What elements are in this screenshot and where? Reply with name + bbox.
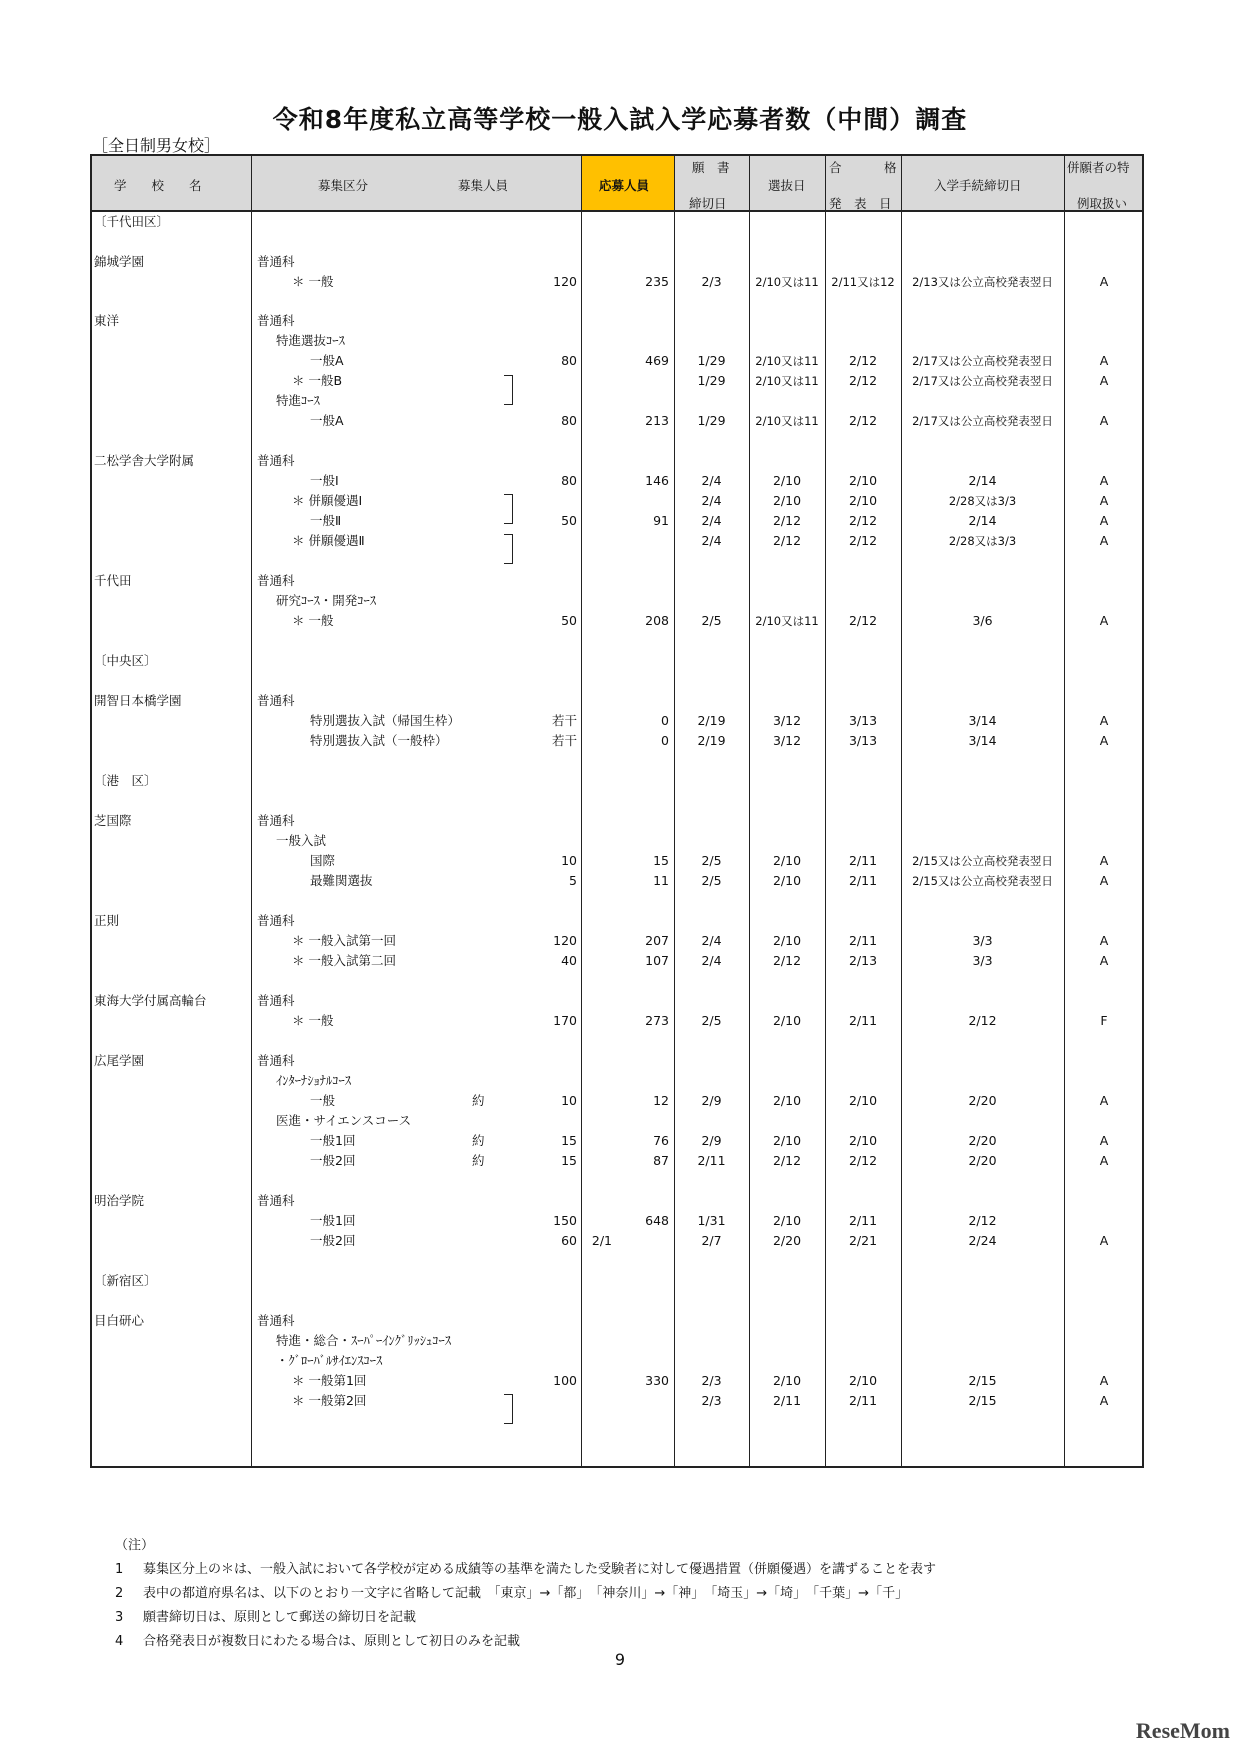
header-procedure: 入学手続締切日 bbox=[934, 178, 1022, 193]
cell-proc: 2/17又は公立高校発表翌日 bbox=[912, 354, 1053, 368]
cell-res: 2/11 bbox=[848, 1393, 878, 1408]
cell-app: 208 bbox=[645, 613, 669, 628]
cell-ex: 2/10 bbox=[772, 853, 802, 868]
cell-app: 0 bbox=[661, 733, 669, 748]
cell-res: 2/10 bbox=[848, 473, 878, 488]
cell-sp: A bbox=[1099, 513, 1109, 528]
cell-cat1: 特進選抜ｺｰｽ bbox=[276, 333, 345, 348]
cell-cat: 普通科 bbox=[257, 453, 295, 468]
cell-proc: 2/28又は3/3 bbox=[948, 534, 1017, 548]
cell-app: 207 bbox=[645, 933, 669, 948]
cell-ex: 2/12 bbox=[772, 1153, 802, 1168]
cell-school: 芝国際 bbox=[94, 813, 132, 828]
cell-res: 2/10 bbox=[848, 1373, 878, 1388]
note-item bbox=[115, 1582, 936, 1606]
cell-app: 0 bbox=[661, 713, 669, 728]
cell-sp: A bbox=[1099, 493, 1109, 508]
cell-proc: 3/14 bbox=[968, 713, 997, 728]
cell-cap: 50 bbox=[561, 513, 577, 528]
cell-res: 2/11 bbox=[848, 933, 878, 948]
cell-app: 15 bbox=[653, 853, 669, 868]
cell-dl: 2/5 bbox=[701, 873, 722, 888]
cell-res: 2/12 bbox=[848, 353, 878, 368]
cell-sp: A bbox=[1099, 413, 1109, 428]
cell-cat1: 医進・サイエンスコース bbox=[276, 1113, 412, 1128]
cell-app: 12 bbox=[653, 1093, 669, 1108]
cell-proc: 2/20 bbox=[968, 1153, 997, 1168]
cell-cat1: 研究ｺｰｽ・開発ｺｰｽ bbox=[276, 593, 377, 608]
cell-cat1: ｲﾝﾀｰﾅｼｮﾅﾙｺｰｽ bbox=[276, 1073, 352, 1088]
cell-cat3: 一般Ⅱ bbox=[310, 513, 342, 528]
cell-cat1: 一般入試 bbox=[276, 833, 327, 848]
cell-app: 330 bbox=[645, 1373, 669, 1388]
cell-dl: 2/4 bbox=[701, 473, 722, 488]
cell-sp: A bbox=[1099, 1093, 1109, 1108]
cell-app: 87 bbox=[653, 1153, 669, 1168]
cell-sp: A bbox=[1099, 1373, 1109, 1388]
header-special-top: 併願者の特 bbox=[1067, 160, 1130, 175]
cell-ex: 2/10 bbox=[772, 933, 802, 948]
cell-cat2: ＊ 併願優遇Ⅰ bbox=[292, 493, 363, 508]
cell-res: 2/10 bbox=[848, 493, 878, 508]
cell-school: 二松学舎大学附属 bbox=[94, 453, 195, 468]
cell-cat3: 一般1回 bbox=[310, 1213, 356, 1228]
cell-res: 2/10 bbox=[848, 1093, 878, 1108]
note-number: 3 bbox=[115, 1610, 124, 1625]
cell-ex: 2/10 bbox=[772, 1213, 802, 1228]
cell-res: 2/11 bbox=[848, 1013, 878, 1028]
cell-proc: 2/14 bbox=[968, 473, 997, 488]
cell-ex: 2/11 bbox=[772, 1393, 802, 1408]
cell-res: 3/13 bbox=[848, 713, 878, 728]
header-result-top-right: 格 bbox=[884, 160, 897, 175]
cell-cap: 60 bbox=[561, 1233, 577, 1248]
cell-res: 2/12 bbox=[848, 533, 878, 548]
header-exam-date: 選抜日 bbox=[768, 178, 806, 193]
cell-proc: 2/15又は公立高校発表翌日 bbox=[912, 854, 1053, 868]
cell-ex: 2/10 bbox=[772, 473, 802, 488]
cell-school: 〔新宿区〕 bbox=[94, 1273, 157, 1288]
note-text: 合格発表日が複数日にわたる場合は、原則として初日のみを記載 bbox=[143, 1634, 521, 1649]
cell-sp: A bbox=[1099, 853, 1109, 868]
cell-proc: 2/17又は公立高校発表翌日 bbox=[912, 374, 1053, 388]
cell-res: 2/11又は12 bbox=[831, 275, 895, 289]
cell-sp: A bbox=[1099, 533, 1109, 548]
cell-ex: 3/12 bbox=[772, 713, 802, 728]
cell-res: 2/12 bbox=[848, 1153, 878, 1168]
cell-ex: 2/10又は11 bbox=[755, 614, 819, 628]
table-subtitle: ［全日制男女校］ bbox=[92, 136, 221, 155]
cell-cat1: 特進・総合・ｽｰﾊﾟｰｲﾝｸﾞﾘｯｼｭｺｰｽ bbox=[276, 1333, 452, 1348]
cell-proc: 3/6 bbox=[972, 613, 993, 628]
logo: ReseMom bbox=[1135, 1718, 1230, 1743]
cell-dl: 2/3 bbox=[701, 1393, 722, 1408]
page-number: 9 bbox=[614, 1650, 626, 1669]
cell-cat3: 一般A bbox=[310, 413, 344, 428]
cell-res: 2/21 bbox=[848, 1233, 878, 1248]
cell-proc: 2/15 bbox=[968, 1393, 997, 1408]
cell-res: 2/12 bbox=[848, 513, 878, 528]
cell-school: 錦城学園 bbox=[94, 254, 145, 269]
cell-sp: A bbox=[1099, 613, 1109, 628]
cell-cat: 普通科 bbox=[257, 1193, 295, 1208]
cell-sp: A bbox=[1099, 274, 1109, 289]
header-category: 募集区分 bbox=[318, 178, 369, 193]
cell-sp: F bbox=[1100, 1013, 1108, 1028]
cell-cat2: ＊ 併願優遇Ⅱ bbox=[292, 533, 365, 548]
cell-cap: 40 bbox=[561, 953, 577, 968]
cell-cap: 若干 bbox=[551, 713, 577, 728]
cell-cap: 120 bbox=[553, 933, 577, 948]
cell-cat3: 一般2回 bbox=[310, 1233, 356, 1248]
cell-school: 東洋 bbox=[94, 313, 120, 328]
cell-ex: 2/12 bbox=[772, 513, 802, 528]
cell-cap: 80 bbox=[561, 353, 577, 368]
cell-cat1: 特進ｺｰｽ bbox=[276, 393, 320, 408]
cell-cap: 80 bbox=[561, 413, 577, 428]
cell-cat3: 国際 bbox=[310, 853, 336, 868]
cell-sp: A bbox=[1099, 873, 1109, 888]
cell-dl: 2/4 bbox=[701, 953, 722, 968]
cell-cap: 50 bbox=[561, 613, 577, 628]
cell-cat3: 一般1回 bbox=[310, 1133, 356, 1148]
cell-cat: 普通科 bbox=[257, 813, 295, 828]
cell-res: 2/11 bbox=[848, 873, 878, 888]
cell-ex: 2/10 bbox=[772, 493, 802, 508]
cell-school: 明治学院 bbox=[94, 1193, 145, 1208]
cell-cat3: 一般2回 bbox=[310, 1153, 356, 1168]
cell-school: 〔港 区〕 bbox=[94, 773, 157, 788]
cell-app: 76 bbox=[653, 1133, 669, 1148]
cell-ex: 2/10 bbox=[772, 1093, 802, 1108]
cell-dl: 2/4 bbox=[701, 513, 722, 528]
cell-cat1: ・ｸﾞﾛｰﾊﾞﾙｻｲｴﾝｽｺｰｽ bbox=[276, 1353, 383, 1368]
cell-cat3: 特別選抜入試（帰国生枠） bbox=[310, 713, 461, 728]
cell-dl: 2/19 bbox=[697, 713, 726, 728]
cell-cat3: 特別選抜入試（一般枠） bbox=[310, 733, 448, 748]
cell-dl: 2/5 bbox=[701, 853, 722, 868]
cell-cat: 普通科 bbox=[257, 1053, 295, 1068]
cell-ex: 2/10又は11 bbox=[755, 374, 819, 388]
cell-cap: 15 bbox=[561, 1153, 577, 1168]
cell-proc: 2/15又は公立高校発表翌日 bbox=[912, 874, 1053, 888]
cell-dl: 1/29 bbox=[697, 413, 726, 428]
header-school: 学 校 名 bbox=[114, 178, 202, 193]
cell-cat: 普通科 bbox=[257, 254, 295, 269]
cell-app: 235 bbox=[645, 274, 669, 289]
cell-cap: 170 bbox=[553, 1013, 577, 1028]
header-capacity: 募集人員 bbox=[458, 178, 509, 193]
cell-sp: A bbox=[1099, 473, 1109, 488]
cell-sp: A bbox=[1099, 1133, 1109, 1148]
header-deadline-bottom: 締切日 bbox=[689, 196, 727, 211]
cell-app-left: 2/1 bbox=[591, 1233, 612, 1248]
cell-dl: 1/29 bbox=[697, 353, 726, 368]
cell-cat2: ＊ 一般第1回 bbox=[292, 1373, 367, 1388]
cell-res: 3/13 bbox=[848, 733, 878, 748]
cell-cat: 普通科 bbox=[257, 573, 295, 588]
note-number: 1 bbox=[115, 1562, 124, 1577]
cell-proc: 2/12 bbox=[968, 1213, 997, 1228]
cell-proc: 2/17又は公立高校発表翌日 bbox=[912, 414, 1053, 428]
cell-cap: 120 bbox=[553, 274, 577, 289]
cell-cat2: ＊ 一般入試第一回 bbox=[292, 933, 396, 948]
cell-cat2: ＊ 一般 bbox=[292, 613, 334, 628]
note-item bbox=[115, 1606, 936, 1630]
cell-cap: 5 bbox=[569, 873, 577, 888]
cell-proc: 2/12 bbox=[968, 1013, 997, 1028]
cell-sp: A bbox=[1099, 1233, 1109, 1248]
cell-ex: 2/20 bbox=[772, 1233, 802, 1248]
cell-school: 目白研心 bbox=[94, 1313, 145, 1328]
applicants-table bbox=[90, 154, 1144, 1468]
cell-dl: 2/4 bbox=[701, 493, 722, 508]
cell-cat2: ＊ 一般入試第二回 bbox=[292, 953, 396, 968]
cell-dl: 2/9 bbox=[701, 1093, 722, 1108]
cell-sp: A bbox=[1099, 933, 1109, 948]
cell-proc: 3/14 bbox=[968, 733, 997, 748]
cell-app: 107 bbox=[645, 953, 669, 968]
cell-sp: A bbox=[1099, 353, 1109, 368]
cell-dl: 2/4 bbox=[701, 933, 722, 948]
cell-approx: 約 bbox=[472, 1133, 485, 1148]
cell-app: 469 bbox=[645, 353, 669, 368]
cell-cap: 100 bbox=[553, 1373, 577, 1388]
cell-app: 146 bbox=[645, 473, 669, 488]
cell-ex: 2/10 bbox=[772, 1013, 802, 1028]
cell-approx: 約 bbox=[472, 1093, 485, 1108]
cell-cap: 15 bbox=[561, 1133, 577, 1148]
cell-cap: 80 bbox=[561, 473, 577, 488]
cell-ex: 2/10又は11 bbox=[755, 275, 819, 289]
cell-dl: 2/3 bbox=[701, 274, 722, 289]
cell-cat: 普通科 bbox=[257, 993, 295, 1008]
cell-ex: 2/10 bbox=[772, 1133, 802, 1148]
cell-cat2: ＊ 一般 bbox=[292, 1013, 334, 1028]
cell-dl: 2/3 bbox=[701, 1373, 722, 1388]
cell-app: 648 bbox=[645, 1213, 669, 1228]
cell-app: 11 bbox=[653, 873, 669, 888]
header-applicants: 応募人員 bbox=[599, 178, 650, 193]
cell-school: 正則 bbox=[94, 913, 120, 928]
notes-head: （注） bbox=[115, 1538, 155, 1553]
cell-res: 2/11 bbox=[848, 853, 878, 868]
cell-sp: A bbox=[1099, 373, 1109, 388]
cell-ex: 2/10 bbox=[772, 1373, 802, 1388]
cell-proc: 2/14 bbox=[968, 513, 997, 528]
header-deadline-top: 願 書 bbox=[692, 160, 730, 175]
cell-cat3: 一般Ⅰ bbox=[310, 473, 339, 488]
cell-school: 開智日本橋学園 bbox=[94, 693, 182, 708]
cell-sp: A bbox=[1099, 1153, 1109, 1168]
header-result-top-left: 合 bbox=[829, 160, 842, 175]
header-special-bottom: 例取扱い bbox=[1077, 196, 1128, 211]
page-title: 令和8年度私立高等学校一般入試入学応募者数（中間）調査 bbox=[272, 105, 968, 134]
cell-approx: 約 bbox=[472, 1153, 485, 1168]
cell-cat: 普通科 bbox=[257, 693, 295, 708]
cell-proc: 2/28又は3/3 bbox=[948, 494, 1017, 508]
cell-cat2: ＊ 一般B bbox=[292, 373, 343, 388]
header-result-bottom: 発 表 日 bbox=[829, 196, 892, 211]
cell-ex: 2/10又は11 bbox=[755, 354, 819, 368]
cell-res: 2/12 bbox=[848, 613, 878, 628]
cell-ex: 2/10又は11 bbox=[755, 414, 819, 428]
note-text: 表中の都道府県名は、以下のとおり一文字に省略して記載 「東京」→「都」 「神奈川」→「神」 「埼玉」→「埼」 「千葉」→「千」 bbox=[143, 1586, 909, 1601]
cell-cat: 普通科 bbox=[257, 913, 295, 928]
cell-cat2: ＊ 一般第2回 bbox=[292, 1393, 367, 1408]
cell-dl: 2/5 bbox=[701, 1013, 722, 1028]
cell-cap: 10 bbox=[561, 853, 577, 868]
cell-ex: 2/10 bbox=[772, 873, 802, 888]
cell-proc: 2/15 bbox=[968, 1373, 997, 1388]
cell-app: 91 bbox=[653, 513, 669, 528]
cell-proc: 2/20 bbox=[968, 1133, 997, 1148]
cell-res: 2/13 bbox=[848, 953, 878, 968]
cell-sp: A bbox=[1099, 713, 1109, 728]
cell-proc: 3/3 bbox=[972, 933, 993, 948]
cell-cat3: 一般A bbox=[310, 353, 344, 368]
cell-proc: 2/20 bbox=[968, 1093, 997, 1108]
cell-res: 2/12 bbox=[848, 413, 878, 428]
cell-school: 東海大学付属高輪台 bbox=[94, 993, 207, 1008]
cell-cat: 普通科 bbox=[257, 1313, 295, 1328]
cell-dl: 2/5 bbox=[701, 613, 722, 628]
cell-dl: 2/11 bbox=[697, 1153, 726, 1168]
cell-sp: A bbox=[1099, 1393, 1109, 1408]
cell-proc: 3/3 bbox=[972, 953, 993, 968]
cell-sp: A bbox=[1099, 733, 1109, 748]
cell-cap: 150 bbox=[553, 1213, 577, 1228]
note-text: 募集区分上の＊は、一般入試において各学校が定める成績等の基準を満たした受験者に対して優遇措置（併願優遇）を講ずることを表す bbox=[143, 1562, 937, 1577]
cell-ex: 2/12 bbox=[772, 953, 802, 968]
cell-ex: 3/12 bbox=[772, 733, 802, 748]
note-item bbox=[115, 1558, 936, 1582]
cell-app: 213 bbox=[645, 413, 669, 428]
cell-cap: 若干 bbox=[551, 733, 577, 748]
cell-dl: 1/29 bbox=[697, 373, 726, 388]
cell-dl: 2/7 bbox=[701, 1233, 722, 1248]
cell-proc: 2/24 bbox=[968, 1233, 997, 1248]
cell-cat2: ＊ 一般 bbox=[292, 274, 334, 289]
cell-dl: 2/9 bbox=[701, 1133, 722, 1148]
cell-school: 広尾学園 bbox=[94, 1053, 145, 1068]
cell-cat: 普通科 bbox=[257, 313, 295, 328]
cell-cap: 10 bbox=[561, 1093, 577, 1108]
note-text: 願書締切日は、原則として郵送の締切日を記載 bbox=[143, 1610, 417, 1625]
cell-school: 千代田 bbox=[94, 573, 132, 588]
notes bbox=[115, 1534, 936, 1654]
cell-cat3: 一般 bbox=[310, 1093, 336, 1108]
cell-cat3: 最難関選抜 bbox=[310, 873, 373, 888]
note-number: 4 bbox=[115, 1634, 124, 1649]
cell-res: 2/10 bbox=[848, 1133, 878, 1148]
cell-dl: 2/19 bbox=[697, 733, 726, 748]
note-number: 2 bbox=[115, 1586, 124, 1601]
cell-res: 2/11 bbox=[848, 1213, 878, 1228]
cell-sp: A bbox=[1099, 953, 1109, 968]
cell-proc: 2/13又は公立高校発表翌日 bbox=[912, 275, 1053, 289]
cell-res: 2/12 bbox=[848, 373, 878, 388]
cell-school: 〔千代田区〕 bbox=[94, 214, 170, 229]
cell-app: 273 bbox=[645, 1013, 669, 1028]
cell-dl: 1/31 bbox=[697, 1213, 726, 1228]
cell-school: 〔中央区〕 bbox=[94, 653, 157, 668]
cell-ex: 2/12 bbox=[772, 533, 802, 548]
cell-dl: 2/4 bbox=[701, 533, 722, 548]
